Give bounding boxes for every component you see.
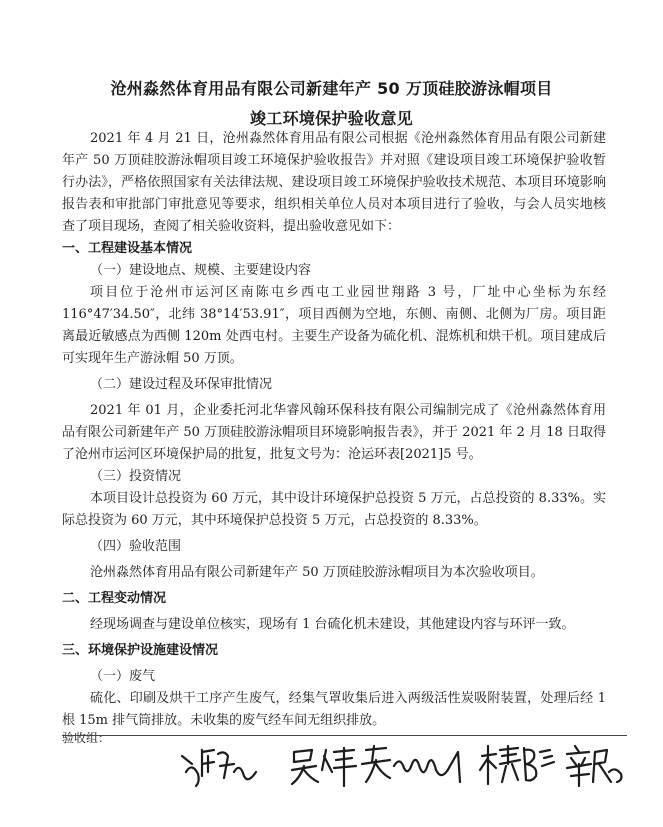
section-1-sub2-text: 2021 年 01 月，企业委托河北华睿风翰环保科技有限公司编制完成了《沧州淼然体育用品有限公司新建年产 50 万顶硅胶游泳帽项目环境影响报告表》，并于 2021 年 2 月 18 日取得了沧州市运河区环境保护局的批复，批复文号为：沧运环表[2021]5 号。: [62, 403, 606, 462]
handwritten-signature-4: [478, 742, 558, 792]
handwritten-signature-1: [178, 742, 258, 792]
section-1-sub3-text: 本项目设计总投资为 60 万元，其中设计环境保护总投资 5 万元，占总投资的 8.33%。实际总投资为 60 万元，其中环境保护总投资 5 万元，占总投资的 8.33%。: [62, 491, 606, 528]
section-3-heading: 三、环境保护设施建设情况: [62, 643, 219, 658]
document-title-line1: 沧州淼然体育用品有限公司新建年产 50 万顶硅胶游泳帽项目: [110, 79, 553, 98]
section-1-sub1-text: 项目位于沧州市运河区南陈屯乡西屯工业园世翔路 3 号，厂址中心坐标为东经 116°47′34.50″，北纬 38°14′53.91″，项目西侧为空地，东侧、南侧、北侧为厂房。项目距离最近敏感点为西侧 120m 处西屯村。主要生产设备为硫化机、混炼机和烘干机。项目建成后可实现年生产游泳帽 50 万顶。: [62, 285, 606, 366]
section-2-heading: 二、工程变动情况: [62, 591, 167, 606]
intro-paragraph: 2021 年 4 月 21 日，沧州淼然体育用品有限公司根据《沧州淼然体育用品有限公司新建年产 50 万顶硅胶游泳帽项目竣工环境保护验收报告》并对照《建设项目竣工环境保护验收暂行办法》，严格依照国家有关法律法规、建设项目竣工环境保护验收技术规范、本项目环境影响报告表和审批部门审批意见等要求，组织相关单位人员对本项目进行了验收，与会人员实地核查了项目现场，查阅了相关验收资料，提出验收意见如下：: [62, 131, 606, 234]
handwritten-signature-5: [565, 742, 627, 792]
section-1-sub4-heading: （四）验收范围: [90, 539, 182, 554]
document-body: [62, 128, 606, 732]
section-1-sub3-heading: （三）投资情况: [90, 469, 182, 484]
signature-label: 验收组：: [62, 731, 111, 745]
section-1-sub2-heading: （二）建设过程及环保审批情况: [90, 377, 273, 392]
document-title-line2: 竣工环境保护验收意见: [249, 109, 413, 128]
section-1-sub4-text: 沧州淼然体育用品有限公司新建年产 50 万顶硅胶游泳帽项目为本次验收项目。: [90, 565, 544, 580]
section-2-text: 经现场调查与建设单位核实，现场有 1 台硫化机未建设，其他建设内容与环评一致。: [90, 617, 575, 632]
handwritten-signature-2: [290, 742, 360, 792]
section-1-sub1-heading: （一）建设地点、规模、主要建设内容: [90, 263, 312, 278]
handwritten-signature-3: [360, 742, 470, 792]
section-3-sub1-text: 硫化、印刷及烘干工序产生废气，经集气罩收集后进入两级活性炭吸附装置，处理后经 1 根 15m 排气筒排放。未收集的废气经车间无组织排放。: [62, 691, 606, 728]
section-3-sub1-heading: （一）废气: [90, 669, 156, 684]
signature-underline: [62, 735, 627, 736]
section-1-heading: 一、工程建设基本情况: [62, 241, 193, 256]
